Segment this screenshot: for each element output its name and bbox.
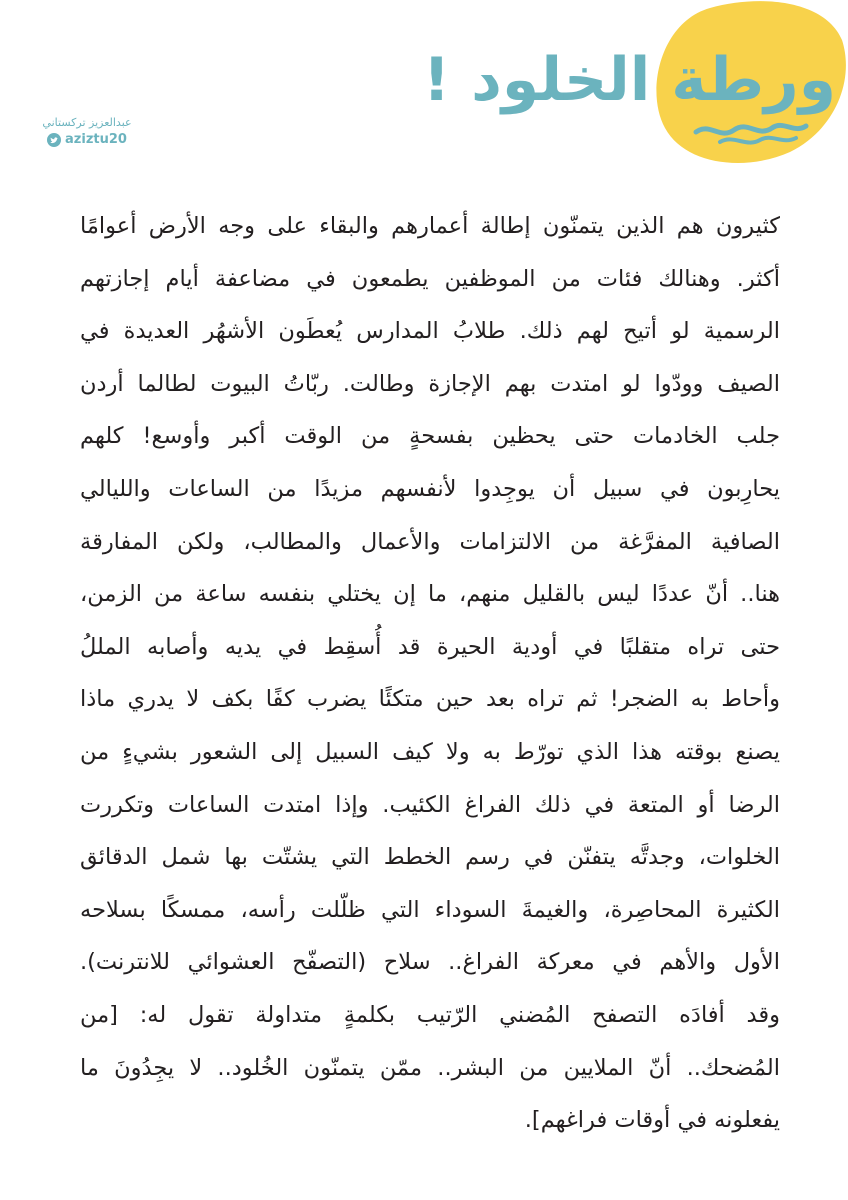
body-line: الكثيرة المحاصِرة، والغيمةَ السوداء التي ظلّلت رأسه، ممسكًا بسلاحه <box>80 896 780 923</box>
page-title: ورطة الخلود ! <box>422 45 836 115</box>
author-handle-text: aziztu20 <box>65 132 127 147</box>
body-line: وقد أفادَه التصفح المُضني الرّتيب بكلمةٍ متداولة تقول له: [من <box>80 1001 780 1028</box>
body-line: كثيرون هم الذين يتمنّون إطالة أعمارهم والبقاء على وجه الأرض أعوامًا <box>80 213 780 239</box>
author-block <box>22 116 152 151</box>
body-line: الخلوات، وجدتَّه يتفنّن في رسم الخطط التي يشتّت بها شمل الدقائق <box>80 844 780 871</box>
body-line: حتى تراه متقلبًا في أودية الحيرة قد أُسقِط في يديه وأصابه المللُ <box>80 633 780 660</box>
body-line: يفعلونه في أوقات فراغهم]. <box>524 1107 780 1134</box>
body-line: الرسمية لو أتيح لهم ذلك. طلابُ المدارس يُعطَون الأشهُر العديدة في <box>80 318 780 345</box>
body-line: الصيف وودّوا لو امتدت بهم الإجازة وطالت. ربّاتُ البيوت لطالما أردن <box>80 370 780 397</box>
body-line: المُضحك.. أنّ الملايين من البشر.. ممّن يتمنّون الخُلود.. لا يجِدُونَ ما <box>80 1054 780 1081</box>
body-line: الأول والأهم في معركة الفراغ.. سلاح (التصفّح العشوائي للانترنت). <box>80 949 780 976</box>
article-body <box>80 200 780 1147</box>
body-line: أكثر. وهنالك فئات من الموظفين يطمعون في مضاعفة أيام إجازتهم <box>80 265 780 292</box>
body-line: وأحاط به الضجر! ثم تراه بعد حين متكئًا يضرب كفًا بكف لا يدري ماذا <box>80 686 780 713</box>
body-line: هنا.. أنّ عددًا ليس بالقليل منهم، ما إن يختلي بنفسه ساعة من الزمن، <box>80 581 780 608</box>
header <box>0 0 848 170</box>
body-line: الرضا أو المتعة في ذلك الفراغ الكئيب. وإذا امتدت الساعات وتكررت <box>80 791 780 818</box>
body-line: يصنع بوقته هذا الذي تورّط به ولا كيف السبيل إلى الشعور بشيءٍ من <box>80 738 780 765</box>
author-name: عبدالعزيز تركستاني <box>42 116 132 129</box>
twitter-icon <box>47 133 61 147</box>
body-line: الصافية المفرَّغة من الالتزامات والأعمال والمطالب، ولكن المفارقة <box>80 528 780 555</box>
body-line: يحارِبون في سبيل أن يوجِدوا لأنفسهم مزيدًا من الساعات والليالي <box>80 475 780 502</box>
body-line: جلب الخادمات حتى يحظين بفسحةٍ من الوقت أكبر وأوسع! كلهم <box>80 423 780 450</box>
author-handle[interactable] <box>47 132 127 148</box>
